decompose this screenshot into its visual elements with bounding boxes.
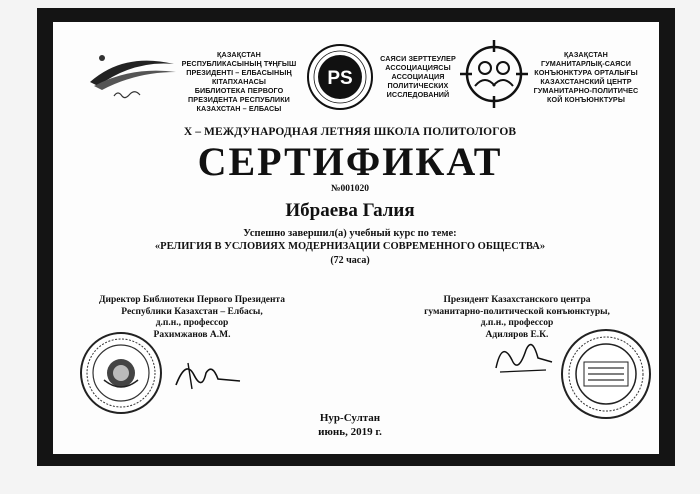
certificate-number: №001020 <box>330 184 370 194</box>
left-signatory: Директор Библиотеки Первого Президента Республики Казахстан – Елбасы, д.п.н., профессор Рахимжанов А.М. <box>99 295 285 340</box>
issue-date: июнь, 2019 г. <box>318 426 382 438</box>
completion-text: Успешно завершил(а) учебный курс по теме: <box>243 228 457 239</box>
center-logo-text: ҚАЗАҚСТАН ГУМАНИТАРЛЫҚ-САЯСИ КОНЪЮНКТУРА ОРТАЛЫҒЫ КАЗАХСТАНСКИЙ ЦЕНТР ГУМАНИТАРНО-ПОЛИТИЧЕС КОЙ КОНЪЮНКТУРЫ <box>533 50 639 104</box>
library-logo-icon <box>84 42 180 104</box>
certificate-title: СЕРТИФИКАТ <box>197 139 503 184</box>
city: Нур-Султан <box>319 412 381 424</box>
left-stamp-seal-icon <box>78 330 164 416</box>
ps-seal-icon <box>305 42 375 112</box>
ps-logo-text: САЯСИ ЗЕРТТЕУЛЕР АССОЦИАЦИЯСЫ АССОЦИАЦИЯ ПОЛИТИЧЕСКИХ ИССЛЕДОВАНИЙ <box>380 54 456 99</box>
course-title: «РЕЛИГИЯ В УСЛОВИЯХ МОДЕРНИЗАЦИИ СОВРЕМЕННОГО ОБЩЕСТВА» <box>154 241 546 252</box>
right-signature-icon <box>488 330 558 378</box>
ps-mark: PS <box>327 68 353 89</box>
left-signature-icon <box>166 355 246 395</box>
people-crosshair-icon <box>458 38 530 110</box>
library-logo-text: ҚАЗАҚСТАН РЕСПУБЛИКАСЫНЫҢ ТҰҢҒЫШ ПРЕЗИДЕНТІ – ЕЛБАСЫНЫҢ КІТАПХАНАСЫ БИБЛИОТЕКА ПЕРВОГО ПРЕЗИДЕНТА РЕСПУБЛИКИ КАЗАХСТАН – ЕЛБАСЫ <box>181 50 297 113</box>
right-stamp-seal-icon <box>558 326 654 422</box>
course-hours: (72 часа) <box>330 255 370 266</box>
recipient-name: Ибраева Галия <box>285 200 415 221</box>
school-name: X – МЕЖДУНАРОДНАЯ ЛЕТНЯЯ ШКОЛА ПОЛИТОЛОГОВ <box>183 126 517 138</box>
right-signatory: Президент Казахстанского центра гуманитарно-политической конъюнктуры, д.п.н., профессор Адиляров Е.К. <box>424 295 610 340</box>
